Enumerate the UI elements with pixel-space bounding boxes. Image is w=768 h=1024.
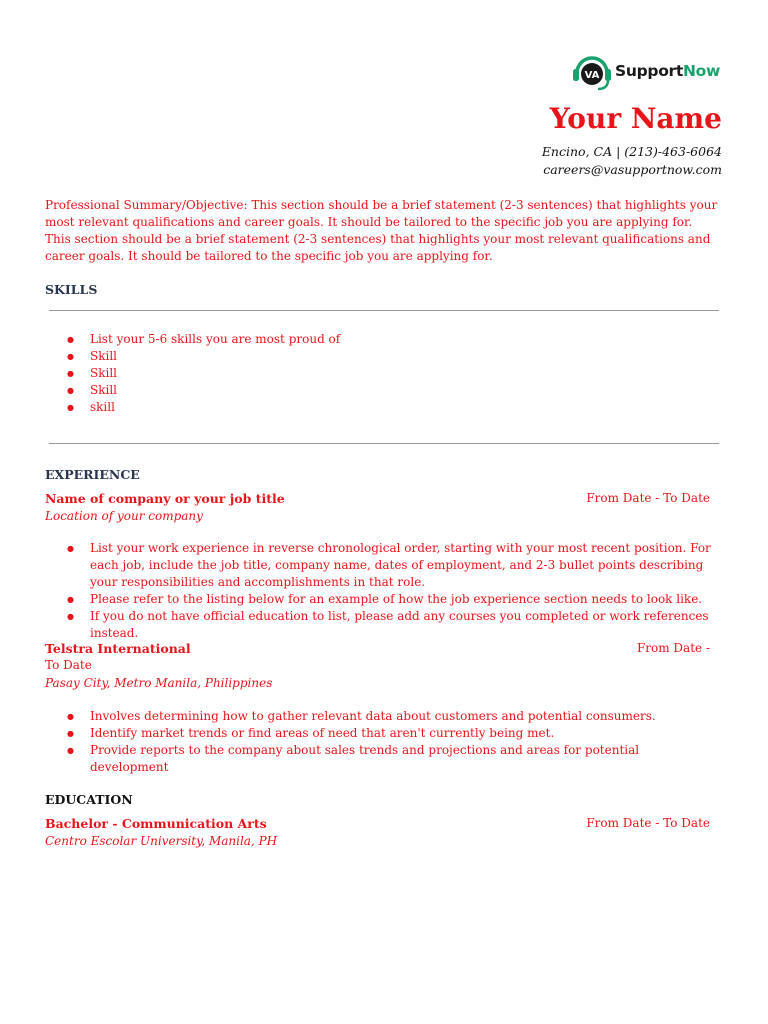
job2-bullet: ● Identify market trends or find areas of need that aren't currently being met. bbox=[45, 725, 721, 742]
headset-logo-icon bbox=[570, 49, 614, 93]
skills-divider-bottom bbox=[49, 443, 719, 444]
job1-title: Name of company or your job title bbox=[45, 491, 285, 506]
education-school: Centro Escolar University, Manila, PH bbox=[45, 834, 278, 848]
job1-bullet: ● If you do not have official education to list, please add any courses you completed or work references instead. bbox=[45, 608, 721, 642]
skill-item: ● skill bbox=[45, 399, 721, 416]
education-dates: From Date - To Date bbox=[586, 816, 710, 830]
job2-bullet: ● Involves determining how to gather relevant data about customers and potential consumers. bbox=[45, 708, 721, 725]
job2-title: Telstra International bbox=[45, 641, 191, 656]
job2-location: Pasay City, Metro Manila, Philippines bbox=[45, 676, 273, 690]
job1-bullet: ● List your work experience in reverse chronological order, starting with your most recent position. For each job, include the job title, company name, dates of employment, and 2-3 bullet points describing your responsibilities and accomplishments in that role. bbox=[45, 540, 721, 591]
skills-list bbox=[45, 331, 721, 416]
skills-divider-top bbox=[49, 310, 719, 311]
logo-badge: VA bbox=[584, 70, 600, 81]
job2-dates-end: To Date bbox=[45, 658, 92, 672]
candidate-name: Your Name bbox=[549, 102, 722, 135]
skill-item: ● Skill bbox=[45, 382, 721, 399]
logo-wordmark bbox=[615, 62, 720, 80]
professional-summary: Professional Summary/Objective: This section should be a brief statement (2-3 sentences) that highlights your most relevant qualifications and career goals. It should be tailored to the specific job you are applying for. This section should be a brief statement (2-3 sentences) that highlights your most relevant qualifications and career goals. It should be tailored to the specific job you are applying for. bbox=[45, 198, 718, 263]
experience-heading: EXPERIENCE bbox=[45, 467, 140, 482]
job1-dates: From Date - To Date bbox=[586, 491, 710, 505]
logo-text-accent: Now bbox=[683, 62, 721, 80]
job1-location: Location of your company bbox=[45, 509, 203, 523]
job2-dates-start: From Date - bbox=[636, 641, 710, 655]
skill-item: ● Skill bbox=[45, 365, 721, 382]
job1-bullets bbox=[45, 540, 721, 642]
skills-heading: SKILLS bbox=[45, 282, 98, 297]
company-logo bbox=[570, 48, 730, 94]
skill-item: ● List your 5-6 skills you are most proud of bbox=[45, 331, 721, 348]
education-degree: Bachelor - Communication Arts bbox=[45, 816, 267, 831]
job2-bullets bbox=[45, 708, 721, 776]
email-address: careers@vasupportnow.com bbox=[543, 162, 722, 177]
job1-bullet: ● Please refer to the listing below for an example of how the job experience section needs to look like. bbox=[45, 591, 721, 608]
education-heading: EDUCATION bbox=[45, 792, 133, 807]
job2-bullet: ● Provide reports to the company about sales trends and projections and areas for potential development bbox=[45, 742, 721, 776]
skill-item: ● Skill bbox=[45, 348, 721, 365]
location-phone: Encino, CA | (213)-463-6064 bbox=[541, 144, 722, 159]
logo-text-dark: Support bbox=[615, 62, 683, 80]
